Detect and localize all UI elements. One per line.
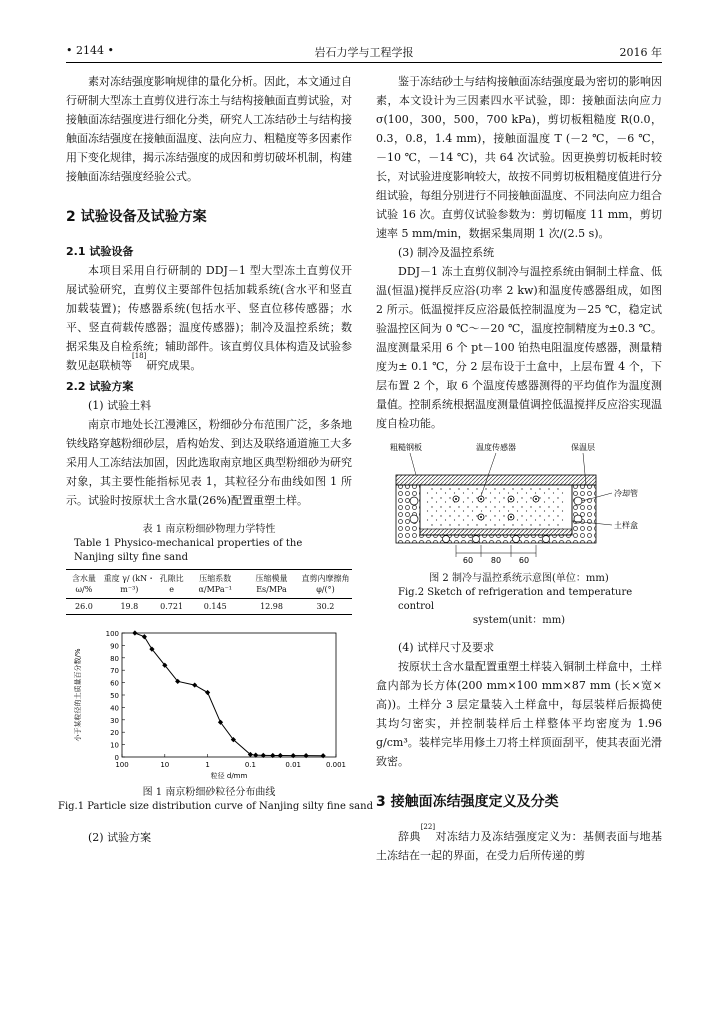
x-tick-label: 1 <box>205 761 210 769</box>
definition-paragraph: 辞典[22]对冻结力及冻结强度定义为：基侧表面与地基土冻结在一起的界面，在受力后所传递的剪 <box>376 823 663 862</box>
y-tick-label: 50 <box>110 692 119 700</box>
label-insulation: 保温层 <box>571 443 595 452</box>
intro-paragraph: 素对冻结强度影响规律的量化分析。因此，本文通过自行研制大型冻土直剪仪进行冻土与结构接触面直剪试验，对接触面冻结强度进行细化分类，研究人工冻结砂土与结构接触面冻结强度在接触面温度、法向应力、粗糙度等多因素作用下变化规律，揭示冻结强度的成因和剪切破坏机制，构建接触面冻结强度经验公式。 <box>66 75 352 183</box>
table-cell: 0.721 <box>157 599 187 615</box>
label-soil-box: 土样盒 <box>614 521 638 530</box>
refrigeration-diagram <box>376 441 662 571</box>
data-point <box>303 753 308 758</box>
data-point <box>132 630 137 635</box>
y-tick-label: 100 <box>105 630 119 638</box>
figure-2-caption-cn: 图 2 制冷与温控系统示意图(单位：mm) <box>429 573 609 584</box>
table-cell: 30.2 <box>299 599 352 615</box>
y-tick-label: 80 <box>110 654 119 663</box>
y-tick-label: 60 <box>110 679 119 688</box>
subsection-2-title: (2) 试验方案 <box>88 831 152 844</box>
year: 2016 年 <box>619 46 662 59</box>
series-line <box>135 633 323 756</box>
y-tick-label: 70 <box>110 667 119 676</box>
running-header <box>66 44 662 60</box>
sample-paragraph: 按原状土含水量配置重塑土样装入铜制土样盒中，土样盒内部为长方体(200 mm×100 mm×87 mm (长×宽×高))。土样分 3 层定量装入土样盒中，每层装样后振捣使其均匀密实，并控制装样后土样整体平均密度为 1.96 g/cm³。装样完毕用修土刀将土样顶面刮平，使其表面光滑致密。 <box>376 660 662 768</box>
x-tick-label: 0.001 <box>325 761 347 769</box>
subsection-1-title: (1) 试验土料 <box>88 399 152 412</box>
rough-steel-plate <box>396 475 596 485</box>
data-point <box>321 753 326 758</box>
table-1 <box>66 569 352 615</box>
table-cell: 26.0 <box>66 599 102 615</box>
table-1-caption-cn: 表 1 南京粉细砂物理力学特性 <box>142 524 276 535</box>
label-sensor: 温度传感器 <box>476 443 516 452</box>
table-1-caption-en: Table 1 Physico-mechanical properties of the Nanjing silty fine sand <box>74 538 303 563</box>
table-header-cell: 压缩系数 α/MPa⁻¹ <box>186 570 244 599</box>
right-column <box>376 72 662 865</box>
section-2-title: 2 试验设备及试验方案 <box>66 209 207 225</box>
y-tick-label: 30 <box>110 716 119 725</box>
page-number: • 2144 • <box>66 44 114 57</box>
particle-size-chart <box>66 625 352 785</box>
left-column <box>58 72 373 847</box>
y-tick-label: 0 <box>114 754 119 762</box>
x-tick-label: 100 <box>115 761 129 769</box>
data-point <box>192 682 197 687</box>
label-rough-plate: 粗糙钢板 <box>390 443 422 452</box>
data-point <box>205 690 210 695</box>
section-2-1-title: 2.1 试验设备 <box>66 245 134 258</box>
y-tick-label: 90 <box>110 642 119 651</box>
figure-1-caption-en: Fig.1 Particle size distribution curve of Nanjing silty fine sand <box>58 801 373 812</box>
section-2-1-paragraph: 本项目采用自行研制的 DDJ－1 型大型冻土直剪仪开展试验研究，直剪仪主要部件包括加载系统(含水平和竖直加载装置)；传感器系统(包括水平、竖直位移传感器；水平、竖直荷载传感器；温度传感器)；制冷及温控系统；数据采集及自检系统；辅助部件。该直剪仪具体构造及试验参数见赵联桢等[18]研究成果。 <box>66 264 352 372</box>
table-header-cell: 直剪内摩擦角 φ/(°) <box>299 570 352 599</box>
table-header-cell: 含水量 ω/% <box>66 570 102 599</box>
y-tick-label: 20 <box>110 729 119 738</box>
figure-2-caption-en-2: system(unit：mm) <box>472 615 566 626</box>
data-point <box>291 753 296 758</box>
dim-2: 80 <box>490 556 502 565</box>
x-axis-label: 粒径 d/mm <box>210 772 248 780</box>
table-cell: 0.145 <box>186 599 244 615</box>
dim-3: 60 <box>518 556 530 565</box>
table-header-cell: 孔隙比 e <box>157 570 187 599</box>
y-axis-label: 小于某粒径的土质量百分数/% <box>74 648 82 742</box>
header-rule <box>66 62 662 63</box>
dim-1: 60 <box>462 556 474 565</box>
section-3-title: 3 接触面冻结强度定义及分类 <box>376 794 559 810</box>
table-header-cell: 压缩模量 Es/MPa <box>244 570 299 599</box>
figure-2-caption-en-1: Fig.2 Sketch of refrigeration and temperature control <box>398 587 633 612</box>
section-2-2-title: 2.2 试验方案 <box>66 380 134 393</box>
table-cell: 19.8 <box>102 599 157 615</box>
subsection-4-title: (4) 试样尺寸及要求 <box>398 641 495 654</box>
x-tick-label: 10 <box>160 761 170 769</box>
figure-1-caption-cn: 图 1 南京粉细砂粒径分布曲线 <box>142 787 276 798</box>
soil-sample <box>426 485 566 529</box>
table-cell: 12.98 <box>244 599 299 615</box>
x-tick-label: 0.01 <box>285 761 301 769</box>
data-point <box>142 634 147 639</box>
journal-name: 岩石力学与工程学报 <box>314 46 414 59</box>
y-tick-label: 10 <box>110 741 119 750</box>
y-tick-label: 40 <box>110 704 119 713</box>
label-cooling-pipe: 冷却管 <box>614 489 638 498</box>
x-tick-label: 0.1 <box>244 761 256 769</box>
cooling-paragraph: DDJ－1 冻土直剪仪制冷与温控系统由铜制土样盒、低温(恒温)搅拌反应浴(功率 2 kw)和温度传感器组成，如图 2 所示。低温搅拌反应浴最低控制温度为－25 ℃，稳定试验温控区间为 0 ℃～－20 ℃，温度控制精度为±0.3 ℃。温度测量采用 6 个 pt－100 铂热电阻温度传感器，测量精度为± 0.1 ℃，分 2 层布设于土盒中，上层布置 4 个，下层布置 2 个，取 6 个温度传感器测得的平均值作为温度测量值。控制系统根据温度测量值调控低温搅拌反应浴实现温度自检功能。 <box>376 265 662 430</box>
design-paragraph: 鉴于冻结砂土与结构接触面冻结强度最为密切的影响因素，本文设计为三因素四水平试验，即：接触面法向应力 σ(100，300，500，700 kPa)，剪切板粗糙度 R(0.0，0.3，0.8，1.4 mm)，接触面温度 T (－2 ℃，－6 ℃，－10 ℃，－14 ℃)，共 64 次试验。因更换剪切板耗时较长，对试验进度影响较大，故按不同剪切板粗糙度值进行分组试验，每组分别进行不同接触面温度、不同法向应力组合试验 16 次。直剪仪试验参数为：剪切幅度 11 mm，剪切速率 5 mm/min，数据采集周期 1 次/(2.5 s)。 <box>376 75 662 240</box>
subsection-1-paragraph: 南京市地处长江漫滩区，粉细砂分布范围广泛，多条地铁线路穿越粉细砂层，盾构始发、到达及联络通道施工大多采用人工冻结法加固，因此选取南京地区典型粉细砂为研究对象，其主要性能指标见表 1，其粒径分布曲线如图 1 所示。试验时按原状土含水量(26%)配置重塑土样。 <box>66 418 352 507</box>
subsection-3-title: (3) 制冷及温控系统 <box>398 246 495 259</box>
table-header-cell: 重度 γ/ (kN・m⁻³) <box>102 570 157 599</box>
